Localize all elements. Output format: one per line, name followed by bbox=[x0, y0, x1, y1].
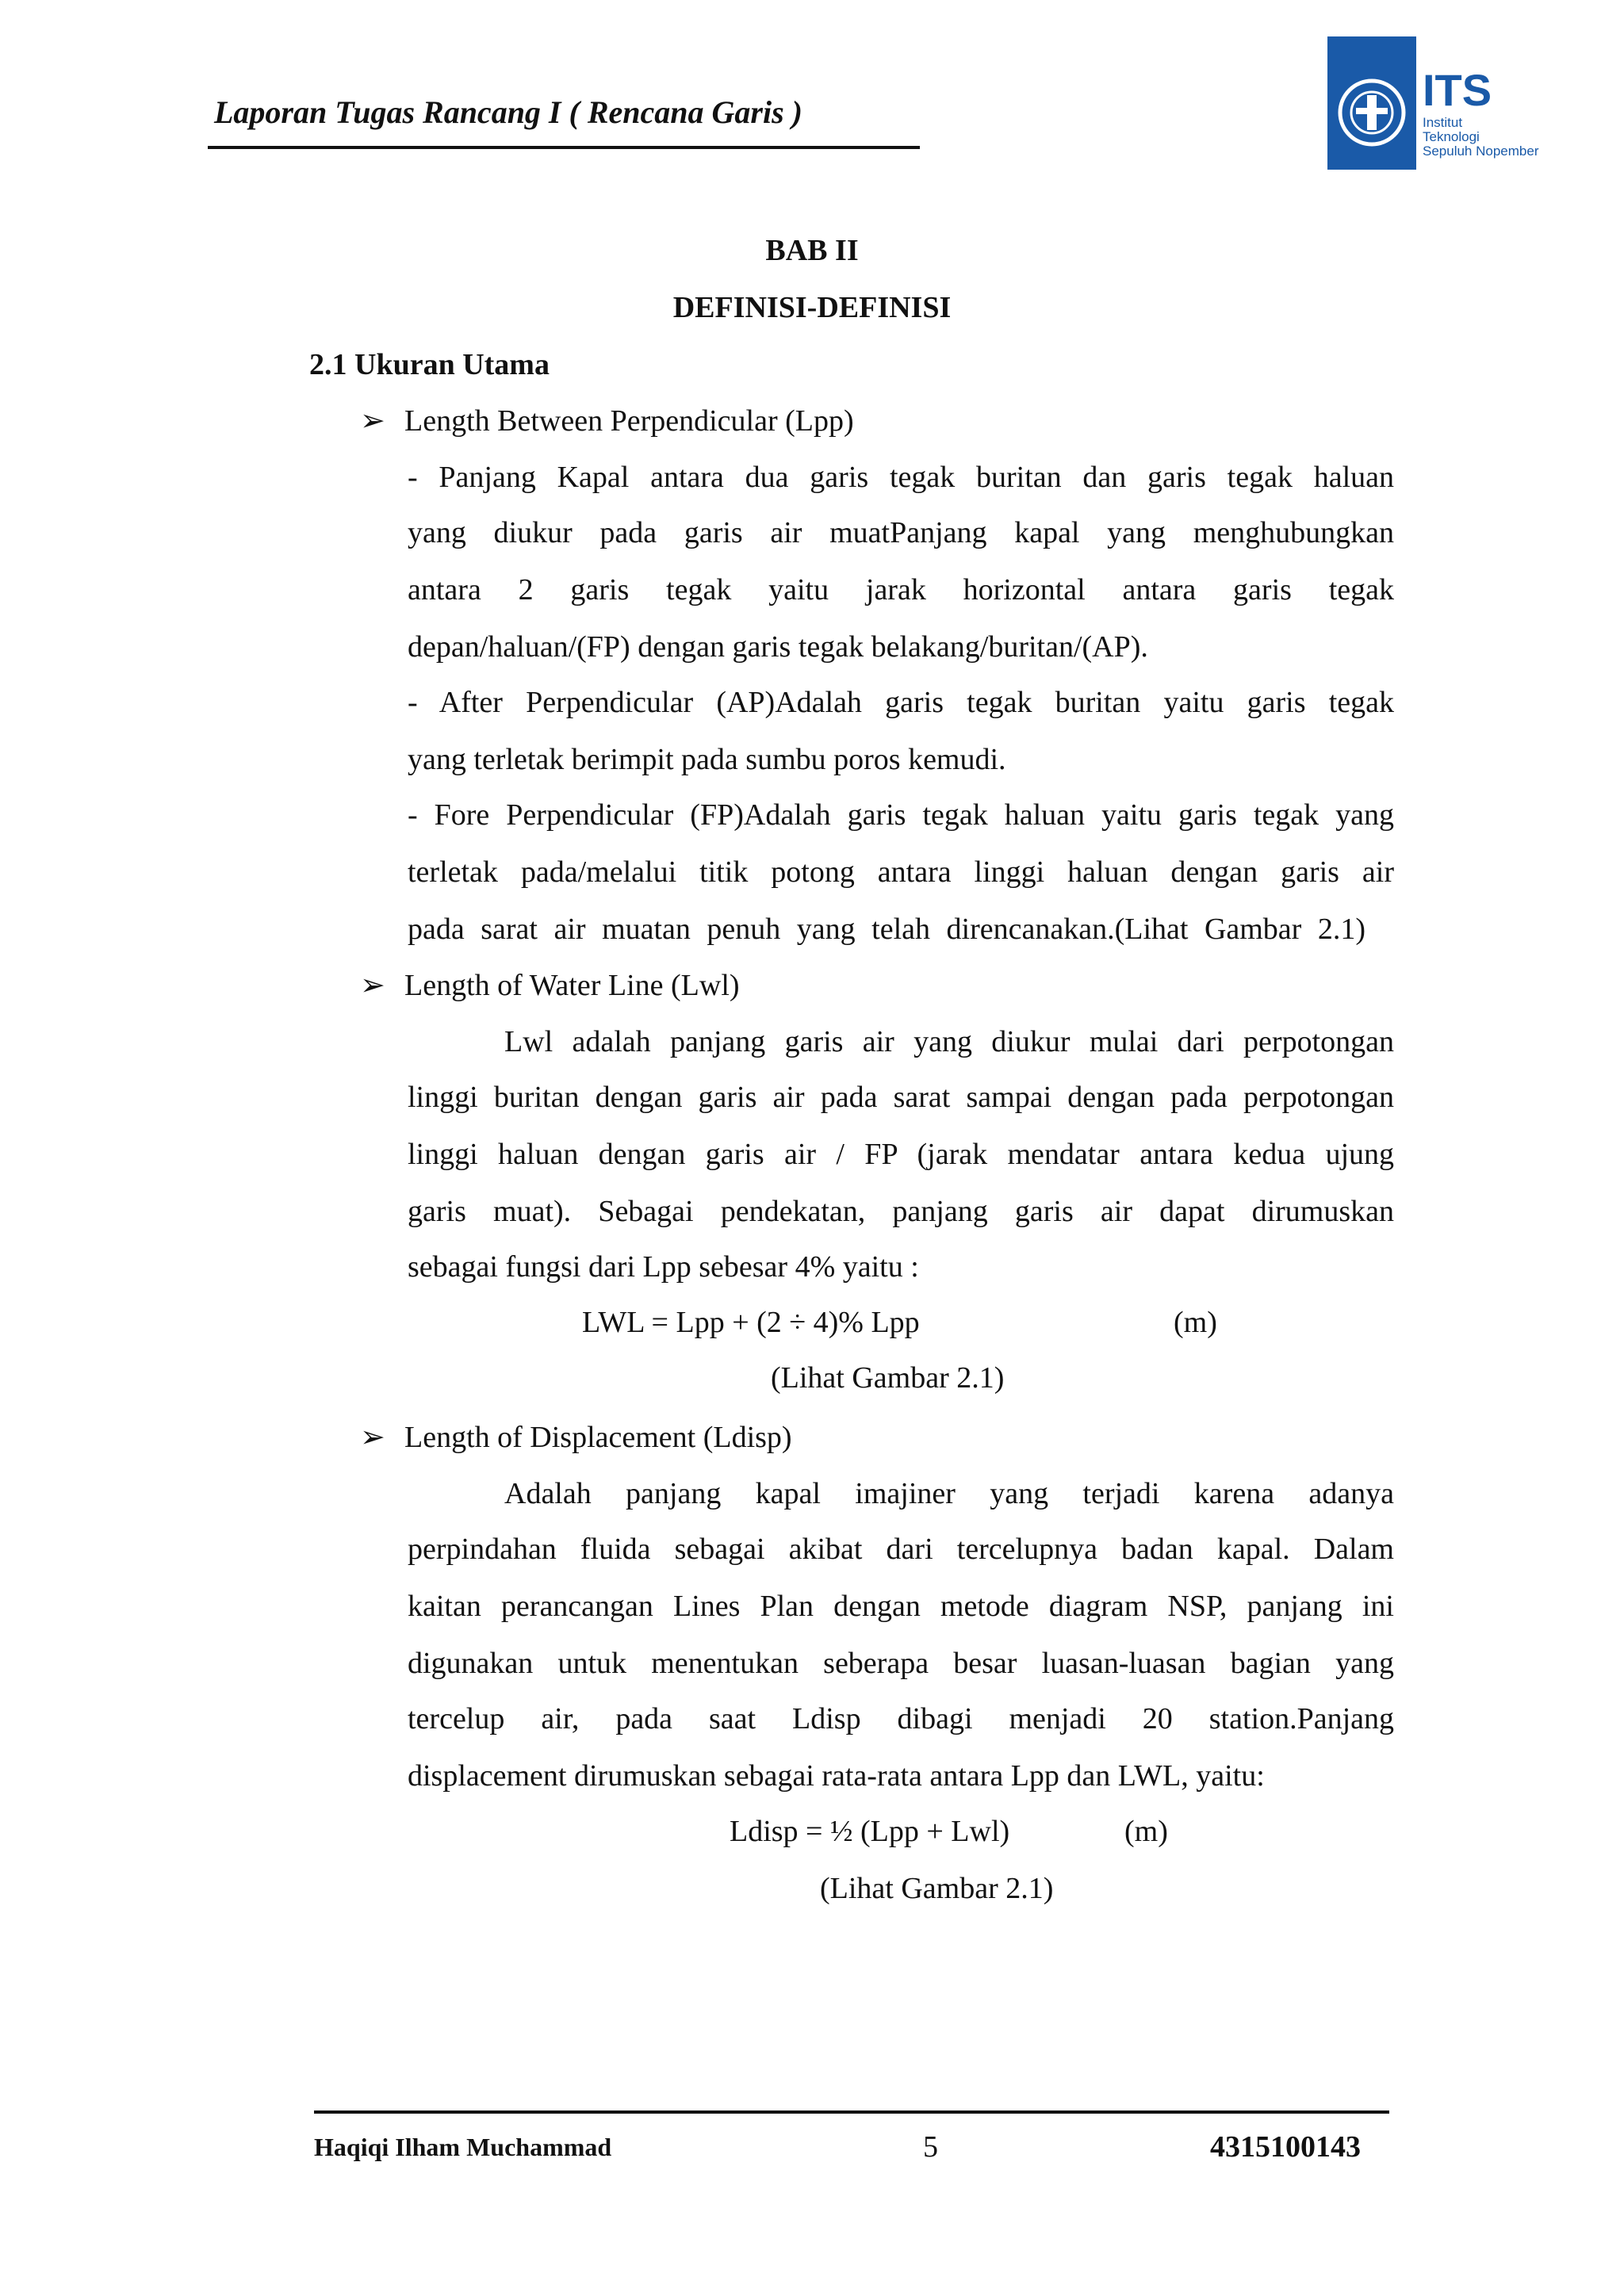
bullet-lwl-title: Length of Water Line (Lwl) bbox=[404, 969, 740, 1002]
lwl-formula: LWL = Lpp + (2 ÷ 4)% Lpp bbox=[582, 1306, 920, 1339]
chapter-number: BAB II bbox=[765, 234, 859, 267]
lpp-line-2: yang diukur pada garis air muatPanjang kapal yang menghubungkan bbox=[408, 516, 1394, 549]
lpp-line-3: antara 2 garis tegak yaitu jarak horizontal antara garis tegak bbox=[408, 573, 1394, 607]
lwl-line-3: linggi haluan dengan garis air / FP (jarak mendatar antara kedua ujung bbox=[408, 1138, 1394, 1171]
report-title: Laporan Tugas Rancang I ( Rencana Garis ) bbox=[214, 94, 802, 130]
lpp-line-6: yang terletak berimpit pada sumbu poros kemudi. bbox=[408, 743, 1006, 776]
lwl-line-1: Lwl adalah panjang garis air yang diukur mulai dari perpotongan bbox=[504, 1025, 1394, 1058]
ldisp-unit: (m) bbox=[1124, 1815, 1168, 1848]
logo-line-2: Teknologi bbox=[1423, 129, 1480, 144]
ldisp-line-3: kaitan perancangan Lines Plan dengan metode diagram NSP, panjang ini bbox=[408, 1590, 1394, 1623]
its-logo bbox=[1327, 36, 1551, 170]
lwl-unit: (m) bbox=[1174, 1306, 1217, 1339]
bullet-lpp bbox=[360, 403, 854, 438]
lwl-line-5: sebagai fungsi dari Lpp sebesar 4% yaitu : bbox=[408, 1250, 919, 1284]
lwl-figure-ref: (Lihat Gambar 2.1) bbox=[771, 1361, 1005, 1395]
ldisp-line-6: displacement dirumuskan sebagai rata-rata antara Lpp dan LWL, yaitu: bbox=[408, 1759, 1265, 1793]
lpp-line-1: - Panjang Kapal antara dua garis tegak buritan dan garis tegak haluan bbox=[408, 461, 1394, 494]
chapter-title: DEFINISI-DEFINISI bbox=[672, 291, 952, 324]
ldisp-figure-ref: (Lihat Gambar 2.1) bbox=[820, 1872, 1054, 1905]
lpp-line-7: - Fore Perpendicular (FP)Adalah garis tegak haluan yaitu garis tegak yang bbox=[408, 798, 1394, 832]
bullet-lpp-title: Length Between Perpendicular (Lpp) bbox=[404, 404, 854, 438]
bullet-ldisp bbox=[360, 1419, 792, 1455]
page-number: 5 bbox=[923, 2130, 938, 2164]
ldisp-line-4: digunakan untuk menentukan seberapa besar luasan-luasan bagian yang bbox=[408, 1647, 1394, 1680]
logo-line-3: Sepuluh Nopember bbox=[1423, 144, 1539, 159]
header-divider bbox=[208, 146, 920, 149]
lwl-line-4: garis muat). Sebagai pendekatan, panjang garis air dapat dirumuskan bbox=[408, 1195, 1394, 1228]
lpp-line-5: - After Perpendicular (AP)Adalah garis tegak buritan yaitu garis tegak bbox=[408, 686, 1394, 719]
student-id: 4315100143 bbox=[1210, 2130, 1361, 2164]
bullet-ldisp-title: Length of Displacement (Ldisp) bbox=[404, 1421, 792, 1454]
lpp-line-4: depan/haluan/(FP) dengan garis tegak belakang/buritan/(AP). bbox=[408, 630, 1148, 664]
lwl-line-2: linggi buritan dengan garis air pada sarat sampai dengan pada perpotongan bbox=[408, 1081, 1394, 1114]
lpp-line-8: terletak pada/melalui titik potong antara linggi haluan dengan garis air bbox=[408, 855, 1394, 889]
arrow-bullet-icon: ➢ bbox=[360, 1421, 385, 1454]
footer-divider bbox=[314, 2110, 1389, 2114]
section-heading: 2.1 Ukuran Utama bbox=[309, 348, 550, 381]
ldisp-line-2: perpindahan fluida sebagai akibat dari tercelupnya badan kapal. Dalam bbox=[408, 1533, 1394, 1566]
ldisp-line-5: tercelup air, pada saat Ldisp dibagi menjadi 20 station.Panjang bbox=[408, 1702, 1394, 1735]
footer-author: Haqiqi Ilham Muchammad bbox=[314, 2133, 612, 2161]
logo-abbr: ITS bbox=[1423, 65, 1492, 115]
ldisp-line-1: Adalah panjang kapal imajiner yang terjadi karena adanya bbox=[504, 1477, 1394, 1510]
arrow-bullet-icon: ➢ bbox=[360, 404, 385, 438]
logo-line-1: Institut bbox=[1423, 115, 1463, 130]
lpp-line-9: pada sarat air muatan penuh yang telah direncanakan.(Lihat Gambar 2.1) bbox=[408, 913, 1365, 946]
ldisp-formula: Ldisp = ½ (Lpp + Lwl) bbox=[730, 1815, 1010, 1848]
arrow-bullet-icon: ➢ bbox=[360, 969, 385, 1002]
bullet-lwl bbox=[360, 967, 740, 1003]
